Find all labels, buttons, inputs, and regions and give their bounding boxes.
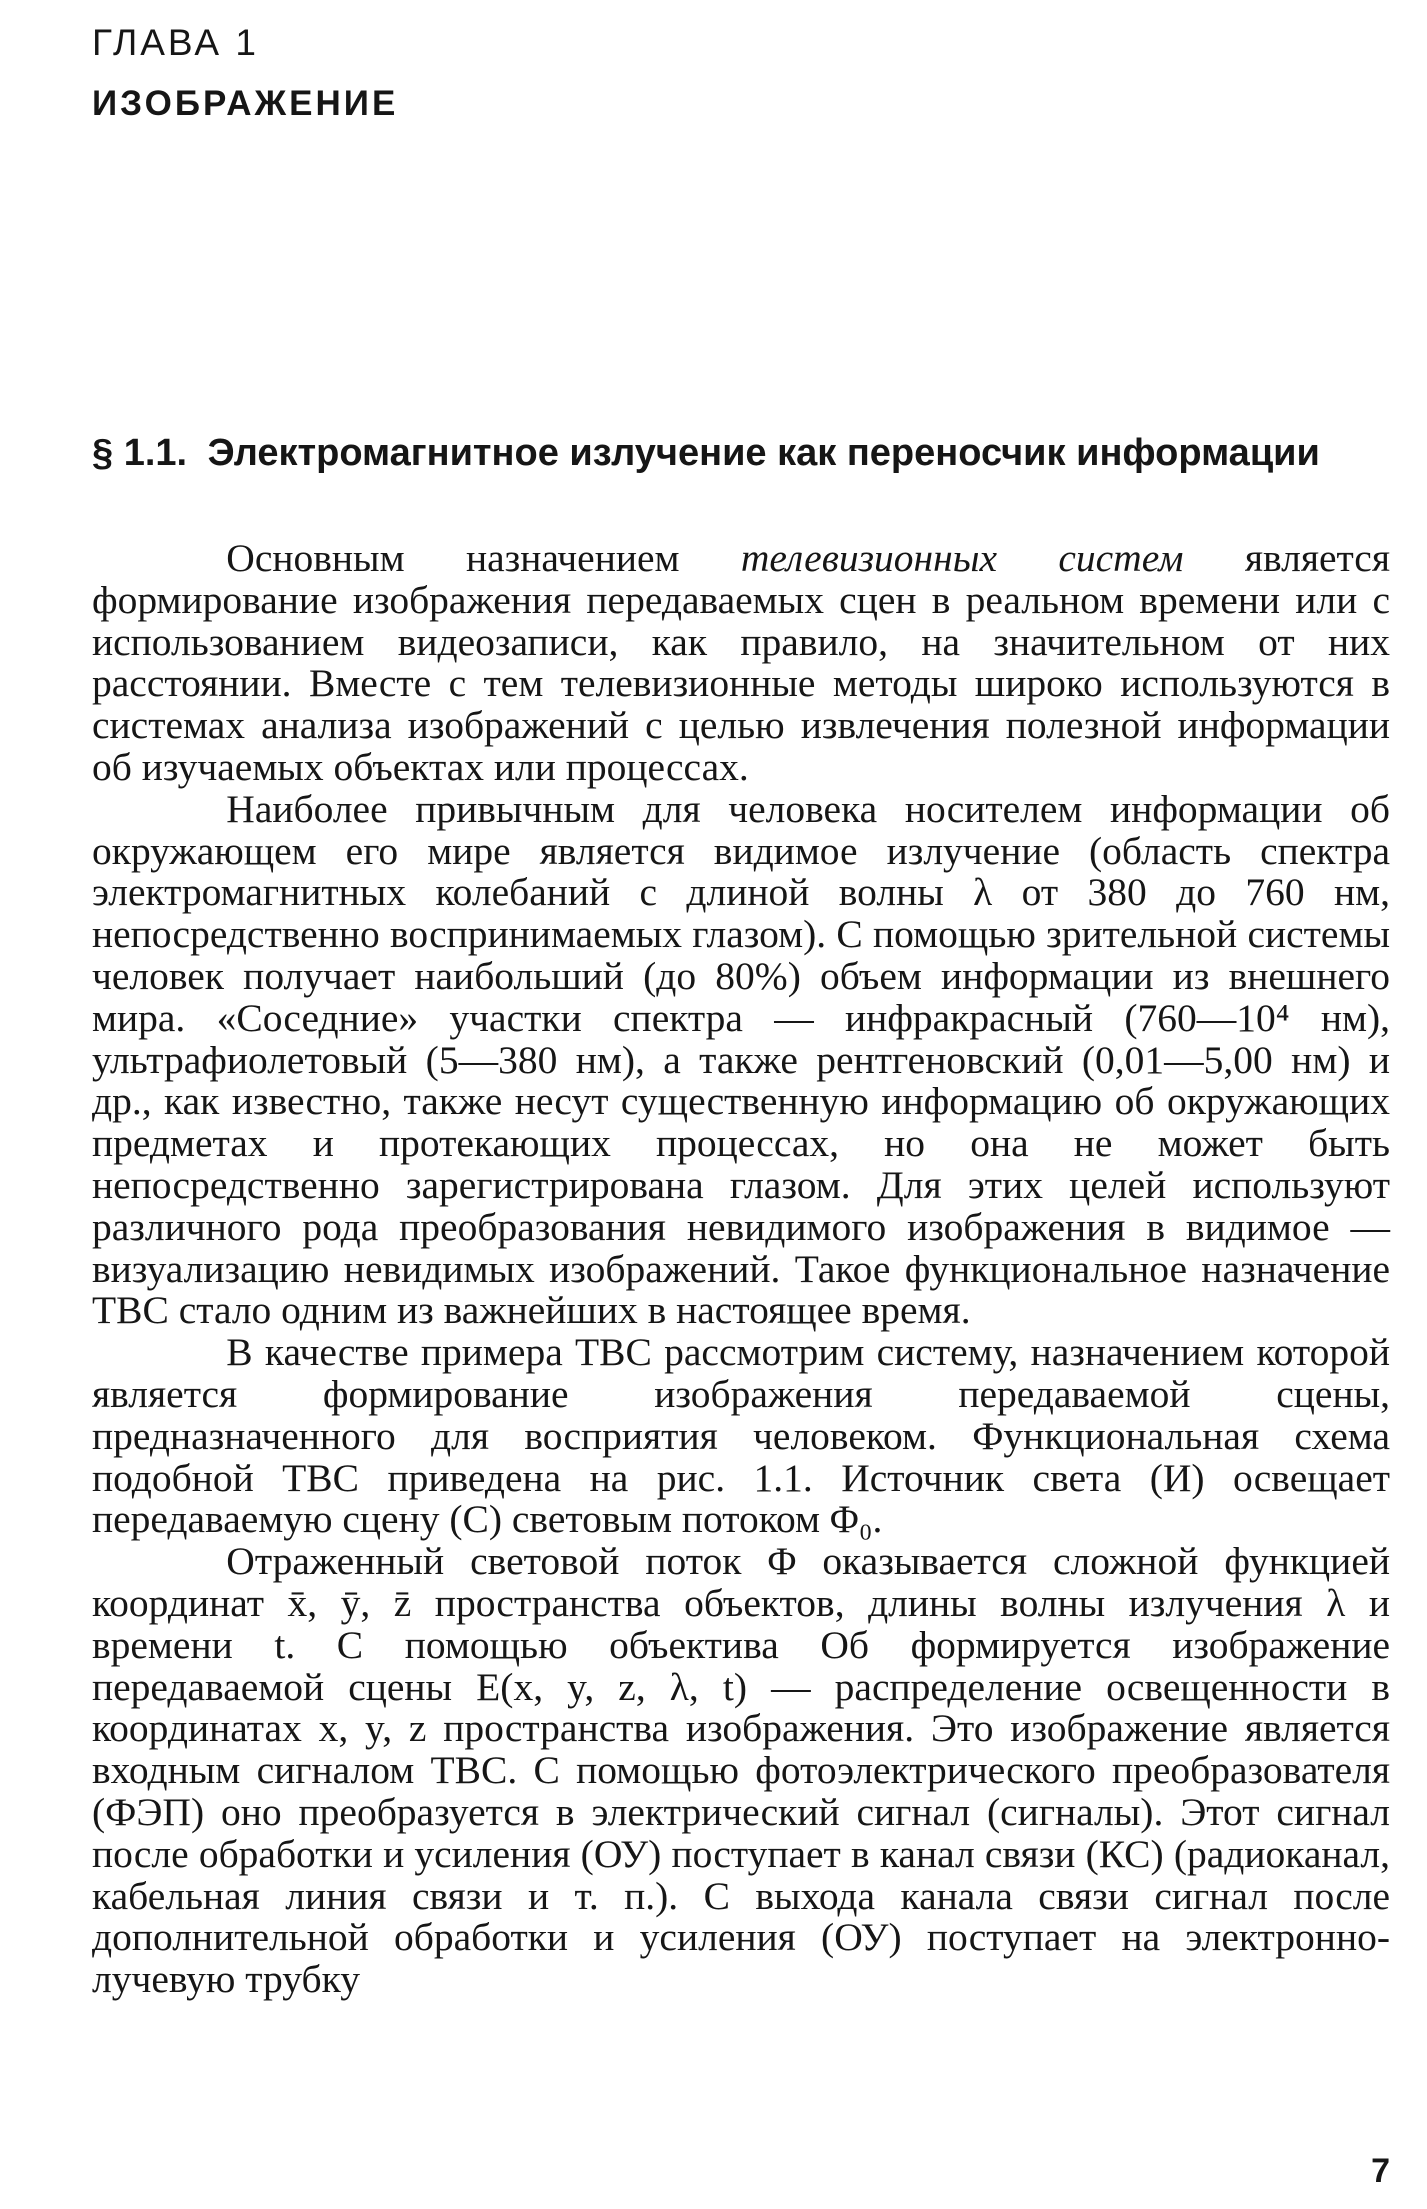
paragraph-4: Отраженный световой поток Φ оказывается сложной функцией координат x̄, ȳ, z̄ пространства объектов, длины волны излучения λ и времени t. С помощью объектива Об формируется изображение передаваемой сцены E(x, y, z, λ, t) — распределение освещенности в координатах x, y, z пространства изображения. Это изображение является входным сигналом ТВС. С помощью фотоэлектрического преобразователя (ФЭП) оно преобразуется в электрический сигнал (сигналы). Этот сигнал после обработки и усиления (ОУ) поступает в канал связи (КС) (радиоканал, кабельная линия связи и т. п.). С выхода канала связи сигнал после дополнительной обработки и усиления (ОУ) поступает на электронно-лучевую трубку	[92, 1539, 1390, 2002]
paragraph-1-start: Основным назначением	[226, 536, 741, 580]
section-number: § 1.1.	[92, 432, 188, 474]
paragraph-1	[92, 538, 1390, 789]
paragraph-1-rest: является формирование изображения передаваемых сцен в реальном времени или с использованием видеозаписи, как правило, на значительном от них расстоянии. Вместе с тем телевизионные методы широко используются в системах анализа изображений с целью извлечения полезной информации об изучаемых объектах или процессах.	[92, 536, 1390, 789]
section-title: Электромагнитное излучение как переносчик информации	[207, 432, 1320, 474]
paragraph-2: Наиболее привычным для человека носителем информации об окружающем его мире является видимое излучение (область спектра электромагнитных колебаний с длиной волны λ от 380 до 760 нм, непосредственно воспринимаемых глазом). С помощью зрительной системы человек получает наибольший (до 80%) объем информации из внешнего мира. «Соседние» участки спектра — инфракрасный (760—10⁴ нм), ультрафиолетовый (5—380 нм), а также рентгеновский (0,01—5,00 нм) и др., как известно, также несут существенную информацию об окружающих предметах и протекающих процессах, но она не может быть непосредственно зарегистрирована глазом. Для этих целей используют различного рода преобразования невидимого изображения в видимое — визуализацию невидимых изображений. Такое функциональное назначение ТВС стало одним из важнейших в настоящее время.	[92, 786, 1390, 1333]
body-text	[92, 538, 1390, 2001]
chapter-title: ИЗОБРАЖЕНИЕ	[92, 84, 399, 123]
paragraph-3: В качестве примера ТВС рассмотрим систему, назначением которой является формирование изображения передаваемой сцены, предназначенного для восприятия человеком. Функциональная схема подобной ТВС приведена на рис. 1.1. Источник света (И) освещает передаваемую сцену (С) световым потоком Φ₀.	[92, 1330, 1390, 1542]
book-page	[92, 0, 1390, 2209]
chapter-label: ГЛАВА 1	[92, 22, 259, 63]
paragraph-1-emphasis: телевизионных систем	[740, 536, 1184, 580]
section-heading	[92, 430, 1390, 476]
page-number: 7	[1371, 2152, 1390, 2190]
